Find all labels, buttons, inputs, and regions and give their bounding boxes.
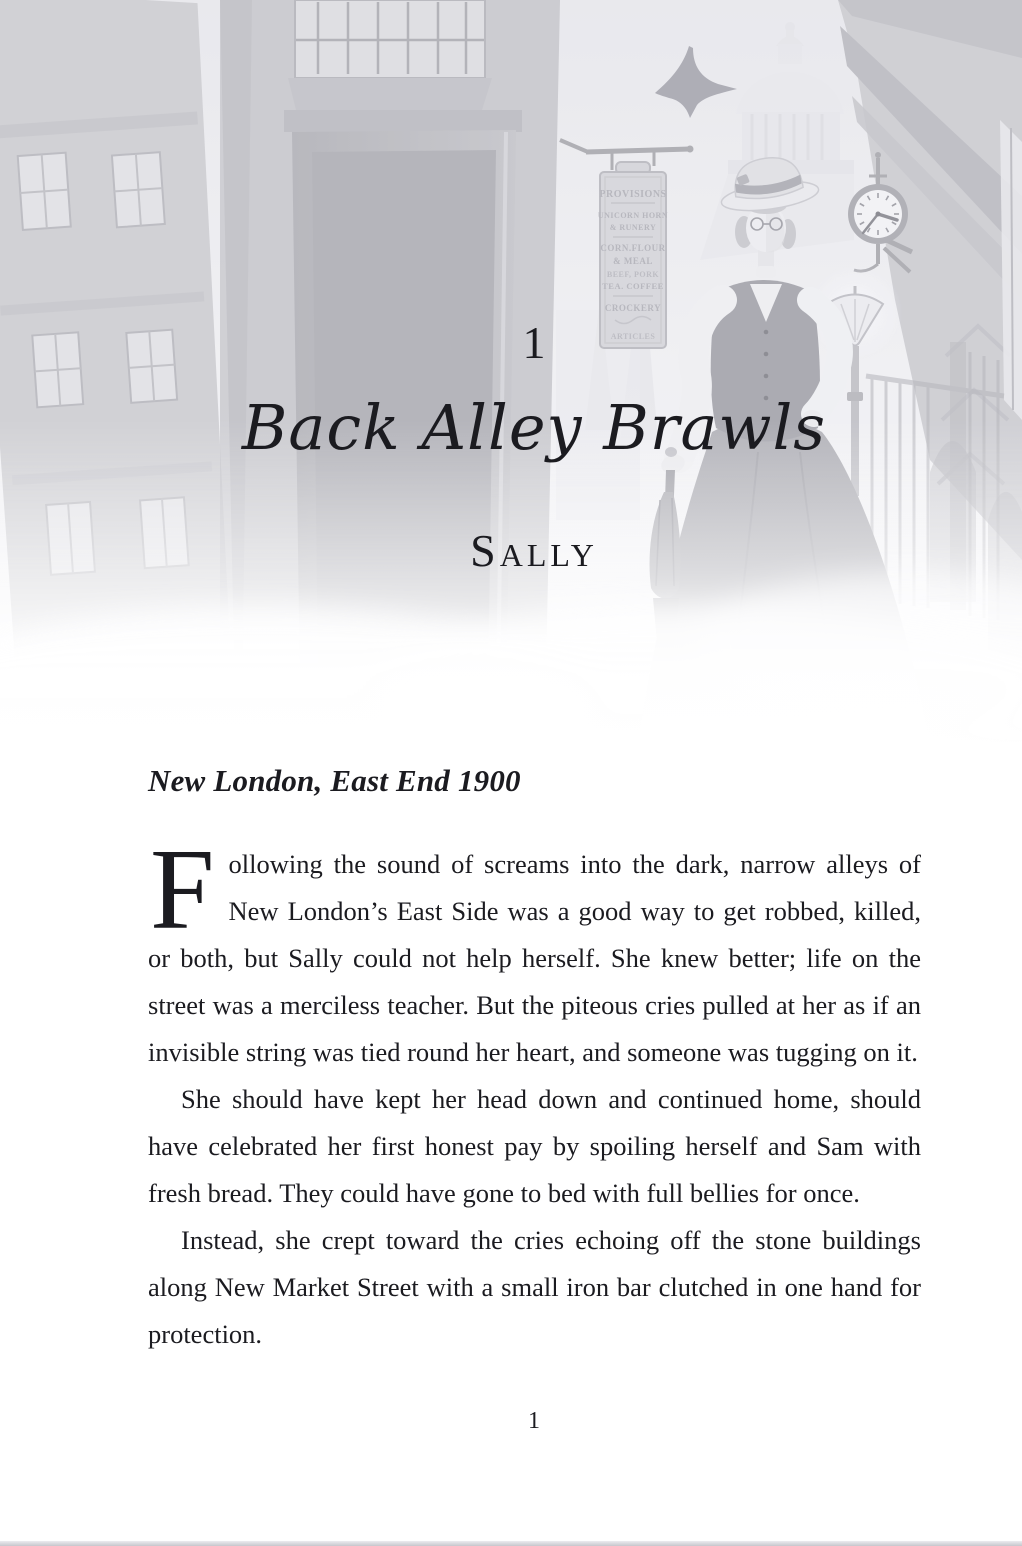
scene-heading: New London, East End 1900: [148, 763, 521, 798]
paragraph-text: ollowing the sound of screams into the dark, narrow alleys of New London’s East Side was a good way to get robbed, killed, or both, but Sally could not help herself. She knew better; life on the street was a merciless teacher. But the piteous cries pulled at her as if an invisible string was tied round her heart, and someone was tugging on it.: [148, 849, 921, 1068]
chapter-pov-name: Sally: [470, 525, 598, 576]
sign-line: ARTICLES: [610, 332, 656, 341]
sign-line: & RUNERY: [609, 223, 657, 232]
sign-line: PROVISIONS: [599, 189, 667, 200]
sign-line: TEA. COFFEE: [602, 281, 664, 291]
chapter-number: 1: [522, 317, 546, 368]
paragraph: Instead, she crept toward the cries echoing off the stone buildings along New Market Street with a small iron bar clutched in one hand for protection.: [148, 1225, 921, 1350]
page-text: [148, 762, 921, 1358]
sign-line: BEEF, PORK: [606, 270, 660, 279]
sign-line: & MEAL: [613, 256, 653, 266]
page-number: 1: [528, 1408, 540, 1434]
chapter-title: Back Alley Brawls: [241, 391, 827, 464]
drop-cap: F: [150, 826, 215, 955]
paragraph: [148, 826, 921, 1076]
page-edge-divider: [0, 1541, 1022, 1546]
sign-line: CORN.FLOUR: [600, 243, 666, 253]
sign-line: CROCKERY: [604, 303, 662, 313]
chapter-heading-block: [46, 0, 1022, 745]
sign-line: UNICORN HORN: [597, 211, 669, 220]
chapter-illustration: [0, 0, 1022, 745]
paragraph: She should have kept her head down and continued home, should have celebrated her first honest pay by spoiling herself and Sam with fresh bread. They could have gone to bed with full bellies for once.: [148, 1084, 921, 1209]
